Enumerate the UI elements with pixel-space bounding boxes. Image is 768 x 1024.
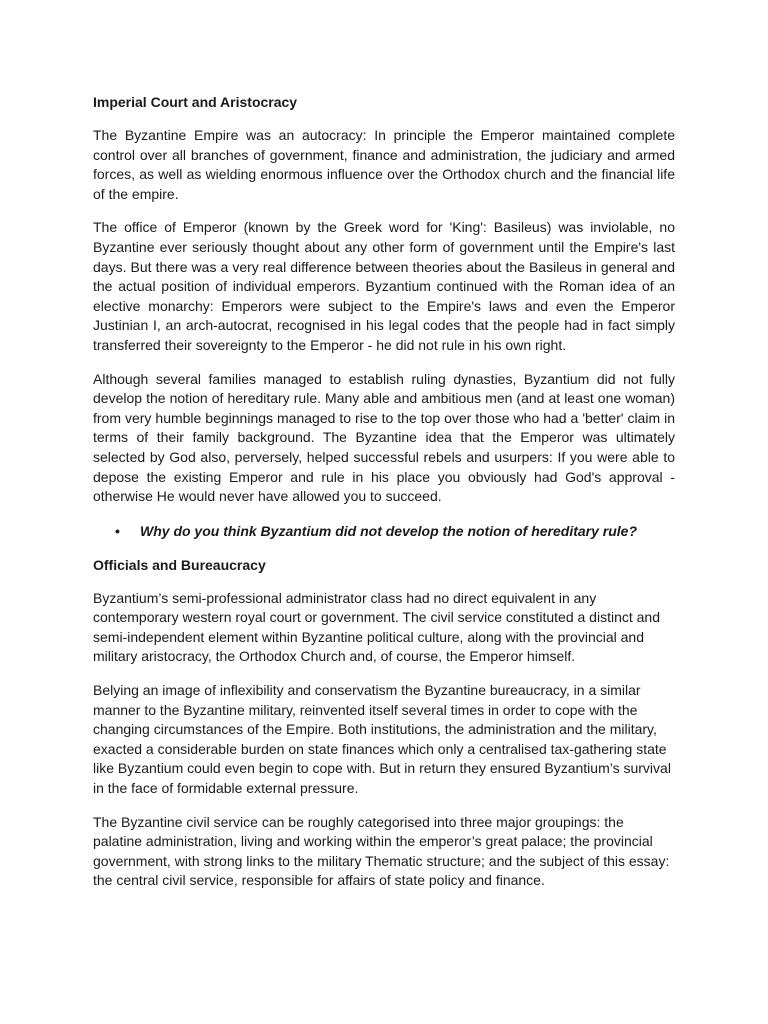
document-page	[93, 92, 675, 905]
bullet-icon: •	[115, 522, 120, 539]
section-heading-imperial-court: Imperial Court and Aristocracy	[93, 94, 298, 110]
paragraph-autocracy: The Byzantine Empire was an autocracy: In principle the Emperor maintained complete control over all branches of government, finance and administration, the judiciary and armed forces, as well as wielding enormous influence over the Orthodox church and the financial life of the empire.	[93, 127, 675, 202]
paragraph-office-of-emperor: The office of Emperor (known by the Greek word for 'King': Basileus) was inviolable, no Byzantine ever seriously thought about any other form of government until the Empire's last days. But there was a very real difference between theories about the Basileus in general and the actual position of individual emperors. Byzantium continued with the Roman idea of an elective monarchy: Emperors were subject to the Empire's laws and even the Emperor Justinian I, an arch-autocrat, recognised in his legal codes that the people had in fact simply transferred their sovereignty to the Emperor - he did not rule in his own right.	[93, 219, 675, 353]
question-text: Why do you think Byzantium did not develop the notion of hereditary rule?	[140, 522, 638, 539]
paragraph-administrator-class: Byzantium’s semi-professional administrator class had no direct equivalent in any contemporary western royal court or government. The civil service constituted a distinct and semi-independent element within Byzantine political culture, along with the provincial and military aristocracy, the Orthodox Church and, of course, the Emperor himself.	[93, 589, 660, 665]
paragraph-civil-service-groupings: The Byzantine civil service can be roughly categorised into three major groupings: the palatine administration, living and working within the emperor’s great palace; the provincial government, with strong links to the military Thematic structure; and the subject of this essay: the central civil service, responsible for affairs of state policy and finance.	[93, 813, 670, 889]
paragraph-hereditary-rule: Although several families managed to establish ruling dynasties, Byzantium did not fully develop the notion of hereditary rule. Many able and ambitious men (and at least one woman) from very humble beginnings managed to rise to the top over those who had a 'better' claim in terms of their family background. The Byzantine idea that the Emperor was ultimately selected by God also, perversely, helped successful rebels and usurpers: If you were able to depose the existing Emperor and rule in his place you obviously had God's approval - otherwise He would never have allowed you to succeed.	[93, 370, 675, 505]
section-heading-officials: Officials and Bureaucracy	[93, 556, 266, 573]
paragraph-bureaucracy-reinvention: Belying an image of inflexibility and conservatism the Byzantine bureaucracy, in a similar manner to the Byzantine military, reinvented itself several times in order to cope with the changing circumstances of the Empire. Both institutions, the administration and the military, exacted a considerable burden on state finances which only a centralised tax-gathering state like Byzantium could even begin to cope with. But in return they ensured Byzantium’s survival in the face of formidable external pressure.	[93, 682, 671, 797]
question-bullet-item	[93, 521, 675, 541]
